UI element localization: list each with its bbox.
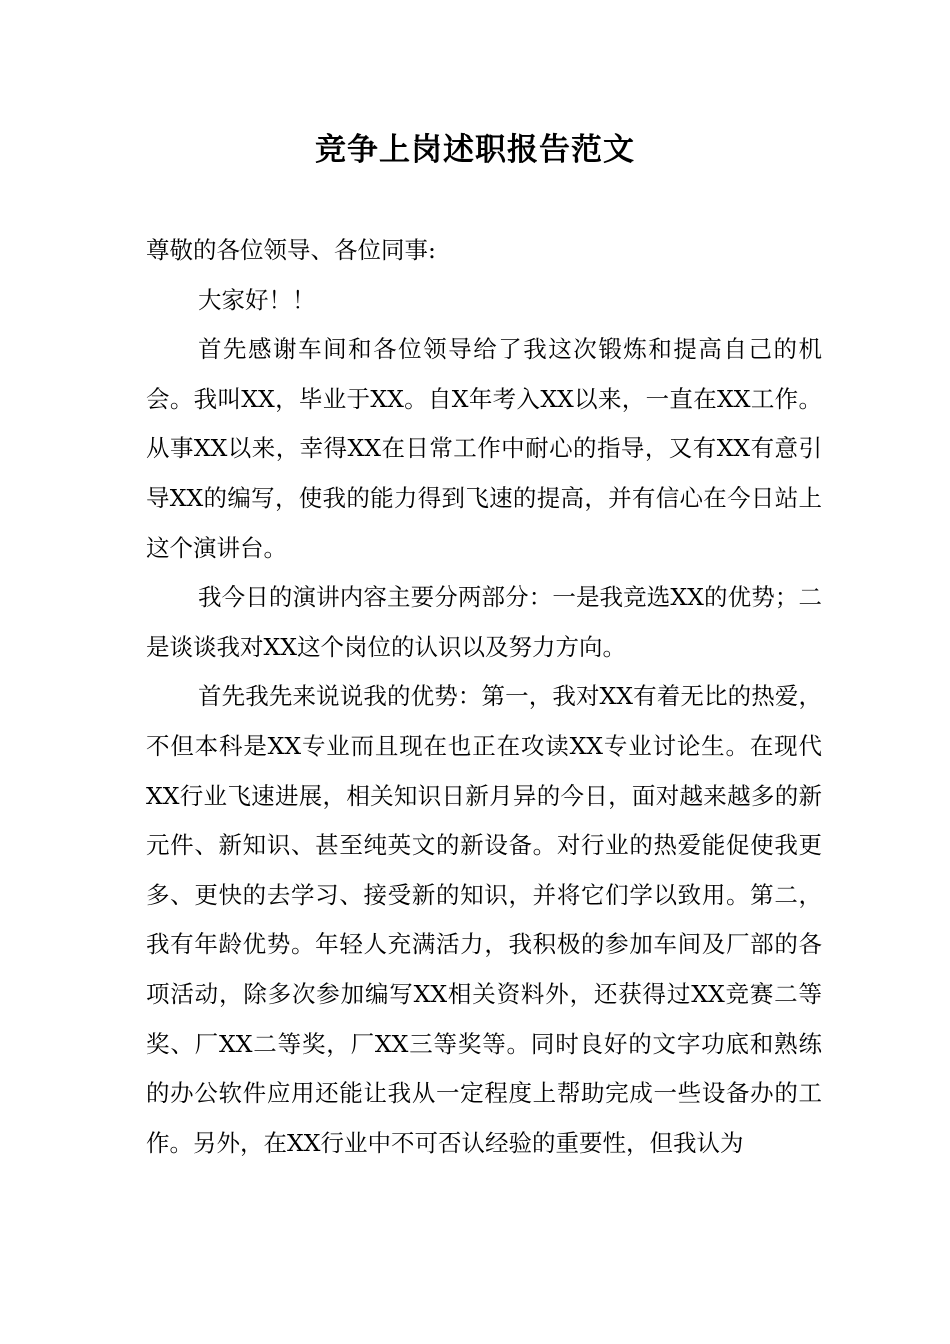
document-body [146, 226, 822, 1168]
salutation: 尊敬的各位领导、各位同事: [146, 236, 436, 264]
advantages-paragraph: 首先我先来说说我的优势：第一，我对XX有着无比的热爱，不但本科是XX专业而且现在也正在攻读XX专业讨论生。在现代XX行业飞速进展，相关知识日新月异的今日，面对越来越多的新元件、新知识、甚至纯英文的新设备。对行业的热爱能促使我更多、更快的去学习、接受新的知识，并将它们学以致用。第二，我有年龄优势。年轻人充满活力，我积极的参加车间及厂部的各项活动，除多次参加编写XX相关资料外，还获得过XX竞赛二等奖、厂XX二等奖，厂XX三等奖等。同时良好的文字功底和熟练的办公软件应用还能让我从一定程度上帮助完成一些设备办的工作。另外，在XX行业中不可否认经验的重要性，但我认为 [146, 682, 822, 1157]
greeting-paragraph: 大家好！！ [198, 285, 316, 314]
outline-paragraph: 我今日的演讲内容主要分两部分：一是我竞选XX的优势；二是谈谈我对XX这个岗位的认识以及努力方向。 [146, 583, 822, 661]
intro-paragraph: 首先感谢车间和各位领导给了我这次锻炼和提高自己的机会。我叫XX，毕业于XX。自X年考入XX以来，一直在XX工作。从事XX以来，幸得XX在日常工作中耐心的指导，又有XX有意引导XX的编写，使我的能力得到飞速的提高，并有信心在今日站上这个演讲台。 [146, 335, 822, 562]
document-title: 竞争上岗述职报告范文 [315, 132, 635, 168]
